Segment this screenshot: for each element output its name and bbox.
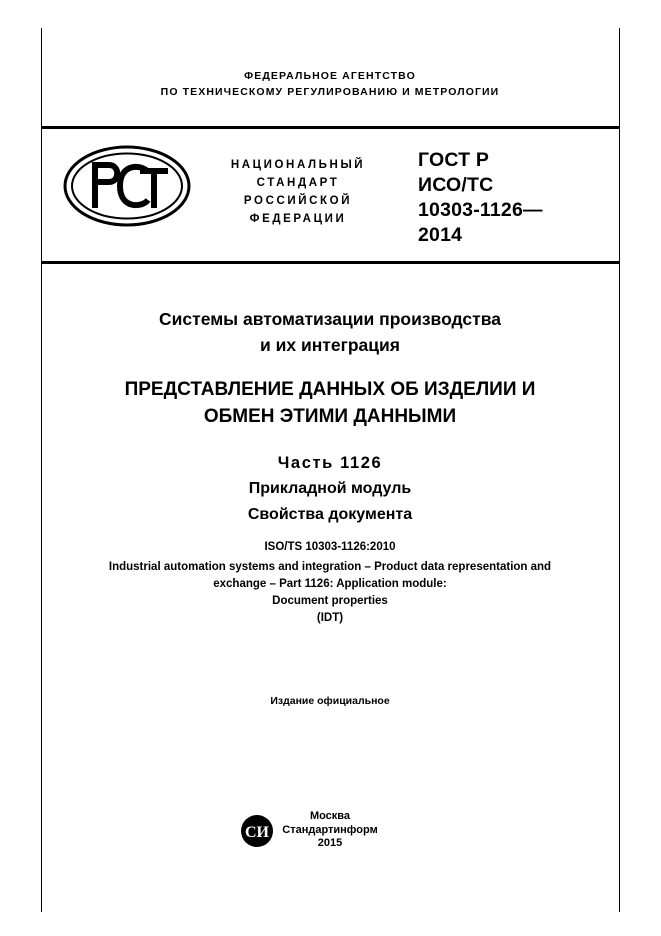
title-main-line-1: ПРЕДСТАВЛЕНИЕ ДАННЫХ ОБ ИЗДЕЛИИ И xyxy=(124,379,536,400)
title-part-number: Часть 1126 xyxy=(277,454,383,472)
designation-line-1: ГОСТ Р xyxy=(418,149,490,171)
standard-kind-line-3: РОССИЙСКОЙ xyxy=(243,195,353,207)
designation-line-4: 2014 xyxy=(418,224,463,246)
standard-designation xyxy=(418,148,618,248)
publisher-name: Стандартинформ xyxy=(282,823,378,836)
header-rule-top xyxy=(41,126,619,129)
designation-line-2: ИСО/ТС xyxy=(418,174,494,196)
publisher-year: 2015 xyxy=(317,837,343,849)
iso-reference-line-3: Document properties xyxy=(272,595,388,607)
standard-kind-line-2: СТАНДАРТ xyxy=(256,177,340,189)
publisher-city: Москва xyxy=(309,810,351,822)
standard-kind-line-4: ФЕДЕРАЦИИ xyxy=(249,213,347,225)
iso-reference-id: ISO/TS 10303-1126:2010 xyxy=(264,541,396,553)
iso-reference-line-4: (IDT) xyxy=(316,612,344,624)
title-subject-line-2: и их интеграция xyxy=(259,335,401,355)
standard-kind-block xyxy=(200,156,396,228)
title-subject-line-1: Системы автоматизации производства xyxy=(159,309,501,329)
title-subtitle-1: Прикладной модуль xyxy=(248,480,412,497)
designation-line-3: 10303-1126— xyxy=(418,199,543,221)
iso-reference-line-2: exchange – Part 1126: Application module: xyxy=(213,578,447,590)
iso-reference-block xyxy=(41,539,619,627)
header-rule-bottom xyxy=(41,261,619,264)
document-title-block xyxy=(41,306,619,528)
publisher-block xyxy=(41,810,619,851)
right-margin-rule xyxy=(619,28,620,912)
agency-line-2: ПО ТЕХНИЧЕСКОМУ РЕГУЛИРОВАНИЮ И МЕТРОЛОГИИ xyxy=(160,86,500,98)
agency-line-1: ФЕДЕРАЛЬНОЕ АГЕНТСТВО xyxy=(244,70,416,82)
title-subtitle-2: Свойства документа xyxy=(247,506,413,523)
gost-r-emblem-icon xyxy=(62,144,192,228)
official-edition-note: Издание официальное xyxy=(270,695,390,707)
iso-reference-line-1: Industrial automation systems and integration – Product data representation and xyxy=(108,561,552,573)
standard-kind-line-1: НАЦИОНАЛЬНЫЙ xyxy=(230,159,366,171)
standartinform-logo-icon xyxy=(240,814,274,848)
agency-header xyxy=(41,68,619,100)
title-main-line-2: ОБМЕН ЭТИМИ ДАННЫМИ xyxy=(203,406,457,427)
svg-text:СИ: СИ xyxy=(245,824,270,841)
